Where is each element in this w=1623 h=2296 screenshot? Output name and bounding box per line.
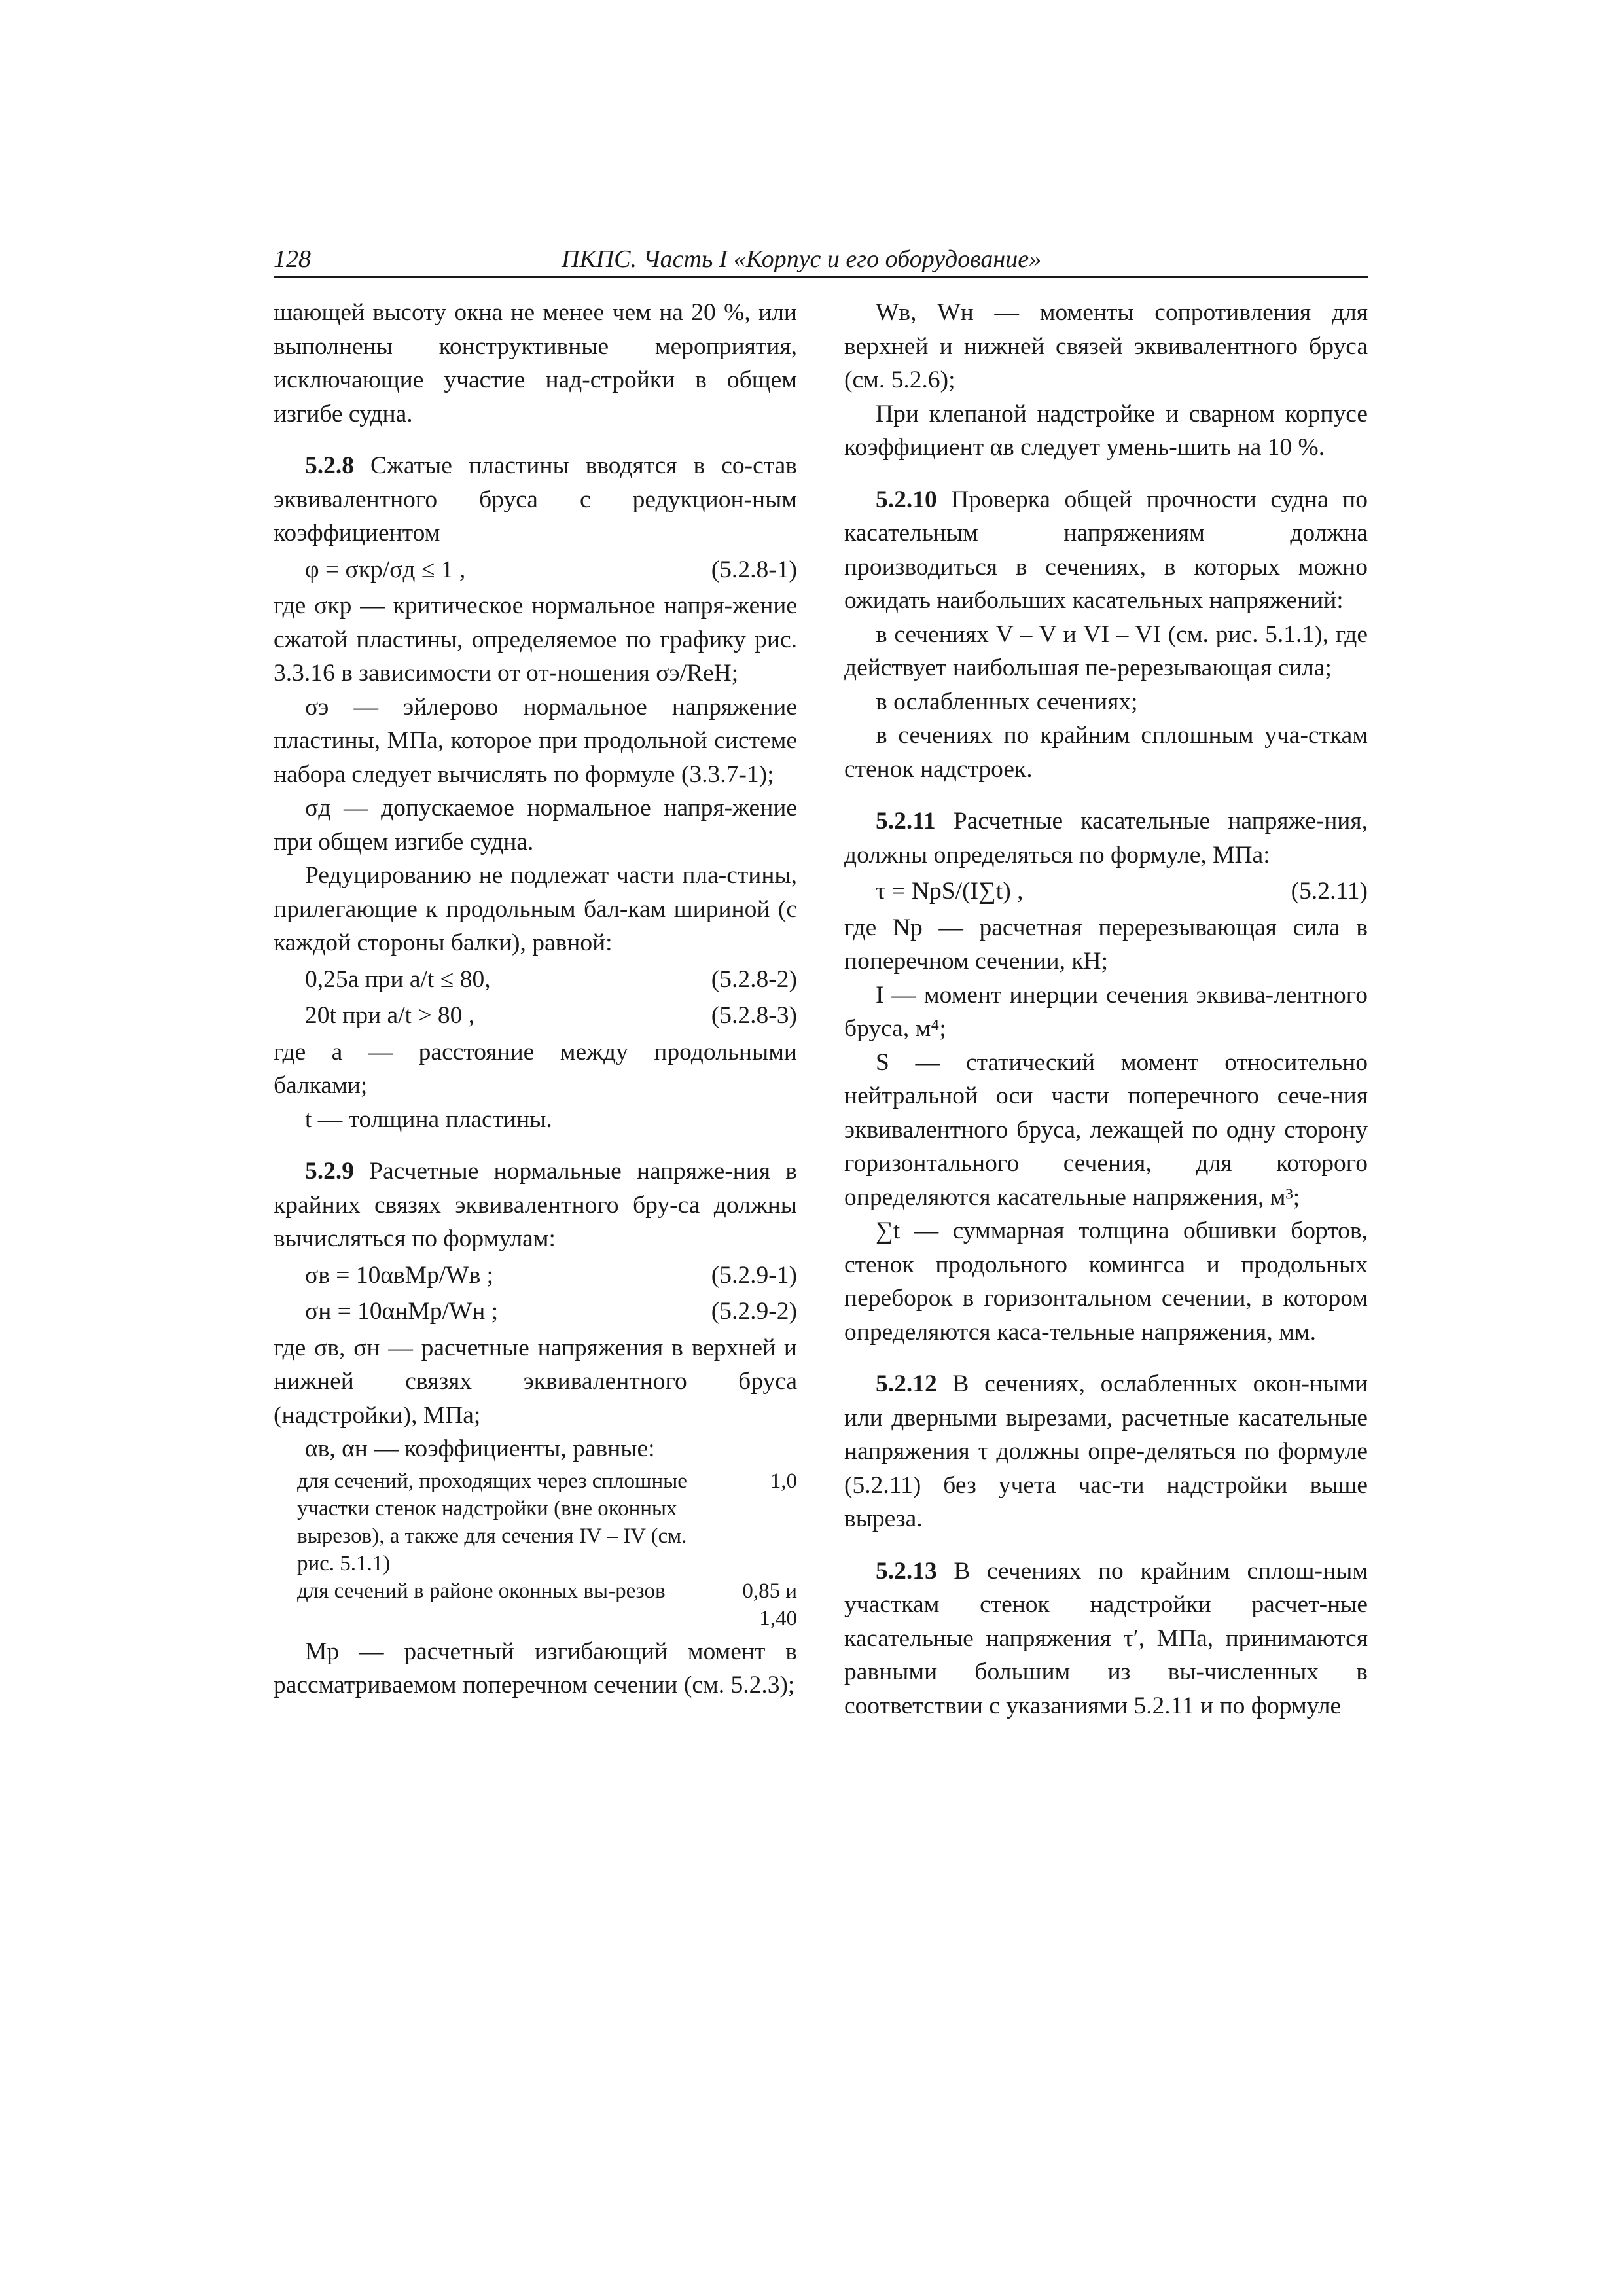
- section-number: 5.2.12: [876, 1371, 937, 1397]
- paragraph: в сечениях V – V и VI – VI (см. рис. 5.1.1), где действует наибольшая пе-ререзывающая сила;: [844, 620, 1368, 681]
- formula-expression: 20t при a/t > 80 ,: [305, 1002, 475, 1029]
- formula-expression: σн = 10αнMр/Wн ;: [305, 1298, 499, 1325]
- section-text: Расчетные нормальные напряже-ния в крайних связях эквивалентного бру-са должны вычисляться по формулам:: [274, 1158, 797, 1252]
- section-text: Расчетные касательные напряже-ния, должны определяться по формуле, МПа:: [844, 808, 1368, 869]
- page-number: 128: [274, 245, 311, 273]
- section-5-2-13: [844, 1554, 1368, 1723]
- left-column: [274, 296, 797, 1702]
- formula-number: (5.2.11): [1291, 878, 1368, 905]
- paragraph: Wв, Wн — моменты сопротивления для верхней и нижней связей эквивалентного бруса (см. 5.2.6);: [844, 299, 1368, 393]
- paragraph: где σв, σн — расчетные напряжения в верхней и нижней связях эквивалентного бруса (надстройки), МПа;: [274, 1334, 797, 1429]
- paragraph: ∑t — суммарная толщина обшивки бортов, стенок продольного комингса и продольных переборок в горизонтальном сечении, в котором определяются каса-тельные напряжения, мм.: [844, 1217, 1368, 1346]
- right-column: [844, 296, 1368, 1723]
- section-text: В сечениях по крайним сплош-ным участкам стенок надстройки расчет-ные касательные напряжения τ′, МПа, принимаются равными большим из вы-численных в соответствии с указаниями 5.2.11 и по формуле: [844, 1557, 1368, 1719]
- running-title: ПКПС. Часть I «Корпус и его оборудование»: [562, 245, 1042, 273]
- formula-5-2-11: [844, 874, 1368, 908]
- formula-number: (5.2.9-2): [711, 1298, 797, 1325]
- paragraph: Mр — расчетный изгибающий момент в рассматриваемом поперечном сечении (см. 5.2.3);: [274, 1638, 797, 1698]
- table-row: [274, 1467, 797, 1577]
- section-text: Сжатые пластины вводятся в со-став эквивалентного бруса с редукцион-ным коэффициентом: [274, 452, 797, 547]
- paragraph: Редуцированию не подлежат части пла-стины, прилегающие к продольным бал-кам шириной (с каждой стороны балки), равной:: [274, 862, 797, 956]
- formula-number: (5.2.8-3): [711, 1002, 797, 1029]
- section-5-2-8: [274, 449, 797, 550]
- paragraph: в сечениях по крайним сплошным уча-сткам стенок надстроек.: [844, 722, 1368, 783]
- paragraph: где σкр — критическое нормальное напря-жение сжатой пластины, определяемое по графику рис. 3.3.16 в зависимости от от-ношения σэ/ReH;: [274, 592, 797, 687]
- section-5-2-12: [844, 1367, 1368, 1536]
- paragraph: I — момент инерции сечения эквива-лентного бруса, м⁴;: [844, 981, 1368, 1042]
- section-5-2-10: [844, 483, 1368, 618]
- table-cell-text: для сечений в районе оконных вы-резов: [297, 1579, 666, 1603]
- paragraph: где a — расстояние между продольными балками;: [274, 1038, 797, 1099]
- paragraph: шающей высоту окна не менее чем на 20 %, или выполнены конструктивные мероприятия, исключающие участие над-стройки в общем изгибе судна.: [274, 299, 797, 427]
- paragraph: где Nр — расчетная перерезывающая сила в поперечном сечении, кН;: [844, 914, 1368, 975]
- formula-5-2-9-1: [274, 1259, 797, 1293]
- formula-expression: τ = NрS/(I∑t) ,: [876, 878, 1024, 905]
- formula-number: (5.2.9-1): [711, 1261, 797, 1289]
- section-number: 5.2.9: [305, 1158, 354, 1185]
- paragraph: σд — допускаемое нормальное напря-жение при общем изгибе судна.: [274, 795, 797, 855]
- page-header: [274, 243, 1368, 278]
- formula-number: (5.2.8-2): [711, 965, 797, 993]
- table-cell-value: 1,0: [770, 1469, 797, 1493]
- coefficient-table: [274, 1467, 797, 1632]
- formula-expression: φ = σкр/σд ≤ 1 ,: [305, 556, 466, 583]
- table-row: [274, 1577, 797, 1632]
- formula-5-2-8-1: [274, 553, 797, 587]
- formula-5-2-8-2: [274, 963, 797, 997]
- paragraph: S — статический момент относительно нейтральной оси части поперечного сече-ния эквивалентного бруса, лежащей по одну сторону горизонтального сечения, для которого определяются касательные напряжения, м³;: [844, 1049, 1368, 1211]
- formula-expression: σв = 10αвMр/Wв ;: [305, 1261, 494, 1289]
- formula-5-2-9-2: [274, 1295, 797, 1329]
- table-cell-text: для сечений, проходящих через сплошные участки стенок надстройки (вне оконных вырезов), а также для сечения IV – IV (см. рис. 5.1.1): [297, 1469, 687, 1575]
- section-text: В сечениях, ослабленных окон-ными или дверными вырезами, расчетные касательные напряжения τ должны опре-деляться по формуле (5.2.11) без учета час-ти надстройки выше выреза.: [844, 1371, 1368, 1532]
- section-number: 5.2.10: [876, 486, 937, 513]
- paragraph: При клепаной надстройке и сварном корпусе коэффициент αв следует умень-шить на 10 %.: [844, 400, 1368, 461]
- formula-5-2-8-3: [274, 999, 797, 1033]
- section-text: Проверка общей прочности судна по касательным напряжениям должна производиться в сечениях, в которых можно ожидать наибольших касательных напряжений:: [844, 486, 1368, 614]
- formula-expression: 0,25a при a/t ≤ 80,: [305, 965, 491, 993]
- section-number: 5.2.11: [876, 808, 936, 834]
- section-number: 5.2.13: [876, 1557, 937, 1585]
- section-number: 5.2.8: [305, 452, 354, 479]
- paragraph: в ослабленных сечениях;: [876, 688, 1138, 715]
- paragraph: σэ — эйлерово нормальное напряжение пластины, МПа, которое при продольной системе набора следует вычислять по формуле (3.3.7-1);: [274, 693, 797, 788]
- formula-number: (5.2.8-1): [711, 556, 797, 583]
- table-cell-value: 0,85 и 1,40: [742, 1579, 797, 1630]
- paragraph: αв, αн — коэффициенты, равные:: [305, 1435, 655, 1462]
- paragraph: t — толщина пластины.: [305, 1105, 552, 1133]
- section-5-2-11: [844, 804, 1368, 872]
- section-5-2-9: [274, 1155, 797, 1256]
